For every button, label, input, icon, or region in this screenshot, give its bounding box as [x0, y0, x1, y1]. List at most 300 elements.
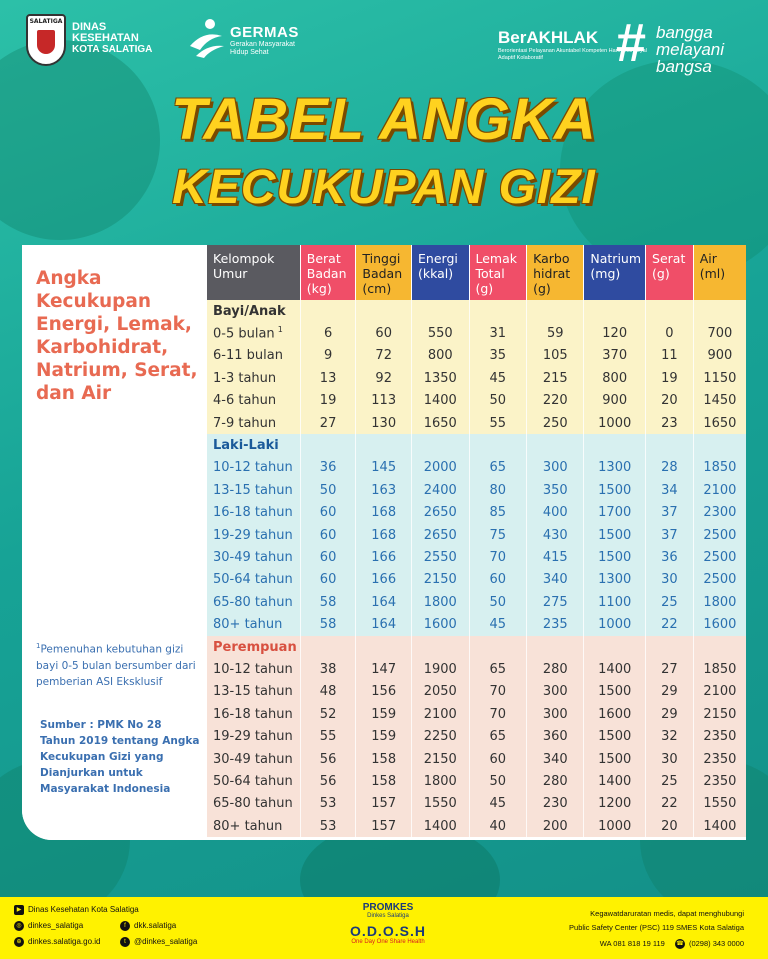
phone-icon: ☎ [676, 941, 684, 948]
value-cell-ai: 2100 [693, 681, 746, 703]
empty-cell [646, 300, 694, 322]
value-cell-en: 1350 [412, 367, 469, 389]
age-label: 16-18 tahun [213, 505, 293, 521]
empty-cell [356, 434, 412, 456]
age-group-cell [207, 390, 301, 412]
emergency-contacts [600, 939, 744, 949]
facebook-label: dkk.salatiga [134, 921, 177, 931]
value-cell-ai: 2300 [693, 502, 746, 524]
bangga-melayani-bangsa [656, 24, 724, 75]
value-cell-ai: 1550 [693, 793, 746, 815]
value-cell-en: 2150 [412, 569, 469, 591]
dinas-line3: KOTA SALATIGA [72, 44, 153, 55]
value-cell-bb: 60 [300, 546, 356, 568]
value-cell-ai: 1400 [693, 815, 746, 837]
value-cell-lt: 80 [469, 479, 527, 501]
value-cell-tb: 159 [356, 725, 412, 747]
value-cell-tb: 147 [356, 658, 412, 680]
whatsapp-number: WA 081 818 19 119 [599, 939, 665, 948]
value-cell-lt: 70 [469, 703, 527, 725]
value-cell-na: 1700 [584, 502, 646, 524]
value-cell-ka: 250 [527, 412, 584, 434]
value-cell-en: 1650 [412, 412, 469, 434]
value-cell-na: 1000 [584, 412, 646, 434]
age-label: 65-80 tahun [213, 594, 293, 610]
bangga-line3: bangsa [656, 57, 712, 76]
value-cell-na: 1100 [584, 591, 646, 613]
value-cell-ka: 300 [527, 681, 584, 703]
panel-heading: Angka Kecukupan Energi, Lemak, Karbohidrat, Natrium, Serat, dan Air [36, 268, 198, 404]
age-label: 0-5 bulan [213, 326, 275, 342]
value-cell-bb: 27 [300, 412, 356, 434]
value-cell-en: 2550 [412, 546, 469, 568]
value-cell-se: 34 [646, 479, 694, 501]
table-header-row [207, 245, 747, 300]
age-label: 80+ tahun [213, 617, 283, 633]
value-cell-tb: 166 [356, 569, 412, 591]
value-cell-ka: 230 [527, 793, 584, 815]
value-cell-na: 900 [584, 390, 646, 412]
value-cell-en: 2050 [412, 681, 469, 703]
value-cell-na: 1500 [584, 546, 646, 568]
value-cell-en: 2000 [412, 457, 469, 479]
value-cell-ka: 340 [527, 748, 584, 770]
age-group-cell [207, 725, 301, 747]
age-group-cell [207, 457, 301, 479]
value-cell-lt: 60 [469, 748, 527, 770]
youtube-label: Dinas Kesehatan Kota Salatiga [28, 905, 139, 915]
value-cell-bb: 58 [300, 591, 356, 613]
age-label: 50-64 tahun [213, 572, 293, 588]
value-cell-tb: 166 [356, 546, 412, 568]
page-title-line2: KECUKUPAN GIZI [172, 161, 596, 214]
value-cell-na: 1000 [584, 815, 646, 837]
value-cell-ai: 1150 [693, 367, 746, 389]
value-cell-ai: 1800 [693, 591, 746, 613]
value-cell-ka: 300 [527, 703, 584, 725]
value-cell-en: 2150 [412, 748, 469, 770]
table-row [207, 390, 747, 412]
germas-title: GERMAS [230, 24, 299, 41]
table-row [207, 815, 747, 837]
value-cell-en: 1550 [412, 793, 469, 815]
age-group-cell [207, 793, 301, 815]
page-title-line1: TABEL ANGKA [171, 87, 597, 152]
value-cell-tb: 145 [356, 457, 412, 479]
footer-facebook[interactable] [120, 921, 176, 931]
value-cell-bb: 9 [300, 345, 356, 367]
value-cell-ai: 2350 [693, 748, 746, 770]
value-cell-ka: 220 [527, 390, 584, 412]
value-cell-ka: 200 [527, 815, 584, 837]
value-cell-tb: 168 [356, 524, 412, 546]
age-group-cell [207, 748, 301, 770]
value-cell-bb: 48 [300, 681, 356, 703]
age-label: 19-29 tahun [213, 729, 293, 745]
value-cell-bb: 56 [300, 770, 356, 792]
value-cell-na: 1500 [584, 524, 646, 546]
value-cell-bb: 58 [300, 613, 356, 635]
value-cell-ai: 1850 [693, 658, 746, 680]
dinas-line2: KESEHATAN [72, 32, 139, 44]
value-cell-ai: 2100 [693, 479, 746, 501]
value-cell-tb: 163 [356, 479, 412, 501]
source-note: Sumber : PMK No 28 Tahun 2019 tentang Angka Kecukupan Gizi yang Dianjurkan untuk Masyarakat Indonesia [40, 719, 200, 795]
empty-cell [527, 434, 584, 456]
table-row [207, 524, 747, 546]
hashtag-icon: # [616, 13, 647, 73]
empty-cell [469, 300, 527, 322]
age-group-cell [207, 770, 301, 792]
empty-cell [469, 434, 527, 456]
value-cell-lt: 65 [469, 658, 527, 680]
value-cell-bb: 60 [300, 569, 356, 591]
bangga-line2: melayani [656, 40, 725, 59]
table-row [207, 793, 747, 815]
empty-cell [412, 434, 469, 456]
empty-cell [412, 300, 469, 322]
age-label: 1-3 tahun [213, 370, 277, 386]
value-cell-lt: 60 [469, 569, 527, 591]
germas-logo [230, 24, 310, 57]
section-label: Laki-Laki [207, 434, 301, 456]
value-cell-se: 25 [646, 770, 694, 792]
value-cell-tb: 159 [356, 703, 412, 725]
value-cell-se: 37 [646, 524, 694, 546]
germas-figure-icon [186, 16, 226, 60]
age-label: 30-49 tahun [213, 751, 293, 767]
table-row [207, 345, 747, 367]
twitter-icon: t [120, 937, 130, 947]
value-cell-se: 25 [646, 591, 694, 613]
phone-number: (0298) 343 0000 [688, 939, 744, 948]
value-cell-ka: 105 [527, 345, 584, 367]
value-cell-ai: 2500 [693, 546, 746, 568]
dinas-kesehatan-logo [72, 22, 152, 55]
age-label: 7-9 tahun [213, 415, 277, 431]
footer-twitter[interactable] [120, 937, 197, 947]
odosh-subtitle: One Day One Share Health [351, 939, 425, 945]
age-label: 10-12 tahun [213, 460, 293, 476]
value-cell-bb: 38 [300, 658, 356, 680]
value-cell-en: 2100 [412, 703, 469, 725]
value-cell-na: 800 [584, 367, 646, 389]
salatiga-seal-logo [26, 14, 66, 66]
value-cell-ka: 340 [527, 569, 584, 591]
left-panel [22, 245, 206, 840]
value-cell-en: 1400 [412, 390, 469, 412]
value-cell-se: 30 [646, 569, 694, 591]
empty-cell [527, 636, 584, 658]
table-row [207, 457, 747, 479]
berakhlak-subtitle: Berorientasi Pelayanan Akuntabel Kompeten Harmonis Loyal Adaptif Kolaboratif [498, 48, 647, 61]
promkes-logo [338, 902, 438, 945]
footer-website[interactable] [14, 937, 101, 947]
section-label: Bayi/Anak [207, 300, 301, 322]
value-cell-na: 1400 [584, 770, 646, 792]
value-cell-tb: 156 [356, 681, 412, 703]
table-row [207, 569, 747, 591]
empty-cell [693, 300, 746, 322]
emergency-line2: Public Safety Center (PSC) 119 SMES Kota Salatiga [569, 923, 744, 932]
value-cell-na: 1600 [584, 703, 646, 725]
value-cell-en: 2650 [412, 524, 469, 546]
age-group-cell [207, 367, 301, 389]
value-cell-lt: 50 [469, 390, 527, 412]
value-cell-lt: 45 [469, 793, 527, 815]
value-cell-lt: 45 [469, 367, 527, 389]
value-cell-na: 1500 [584, 479, 646, 501]
value-cell-ai: 2500 [693, 569, 746, 591]
value-cell-se: 0 [646, 322, 694, 344]
value-cell-tb: 157 [356, 815, 412, 837]
value-cell-ai: 2350 [693, 725, 746, 747]
age-group-cell [207, 569, 301, 591]
col-header-air: Air (ml) [693, 245, 746, 300]
value-cell-se: 29 [646, 703, 694, 725]
value-cell-en: 2250 [412, 725, 469, 747]
value-cell-ka: 350 [527, 479, 584, 501]
col-header-berat: Berat Badan (kg) [300, 245, 356, 300]
instagram-icon: ◎ [14, 921, 24, 931]
value-cell-tb: 158 [356, 770, 412, 792]
value-cell-se: 30 [646, 748, 694, 770]
age-label: 30-49 tahun [213, 549, 293, 565]
value-cell-bb: 6 [300, 322, 356, 344]
value-cell-bb: 53 [300, 793, 356, 815]
value-cell-ai: 2500 [693, 524, 746, 546]
value-cell-na: 1500 [584, 748, 646, 770]
seal-label: SALATIGA [29, 18, 63, 25]
col-header-natrium: Natrium (mg) [584, 245, 646, 300]
value-cell-na: 1500 [584, 681, 646, 703]
value-cell-en: 550 [412, 322, 469, 344]
empty-cell [356, 300, 412, 322]
age-group-cell [207, 502, 301, 524]
col-header-karbo: Karbo hidrat (g) [527, 245, 584, 300]
value-cell-bb: 53 [300, 815, 356, 837]
value-cell-se: 19 [646, 367, 694, 389]
value-cell-bb: 52 [300, 703, 356, 725]
table-row [207, 725, 747, 747]
value-cell-na: 370 [584, 345, 646, 367]
value-cell-ka: 430 [527, 524, 584, 546]
section-label: Perempuan [207, 636, 301, 658]
value-cell-tb: 158 [356, 748, 412, 770]
dinas-line1: DINAS [72, 21, 107, 33]
value-cell-ai: 1450 [693, 390, 746, 412]
age-group-cell [207, 703, 301, 725]
value-cell-na: 1000 [584, 613, 646, 635]
age-label: 4-6 tahun [213, 393, 277, 409]
value-cell-tb: 72 [356, 345, 412, 367]
value-cell-tb: 164 [356, 591, 412, 613]
empty-cell [356, 636, 412, 658]
value-cell-ai: 700 [693, 322, 746, 344]
footnote [36, 638, 196, 690]
table-row [207, 681, 747, 703]
empty-cell [646, 636, 694, 658]
empty-cell [300, 434, 356, 456]
value-cell-tb: 113 [356, 390, 412, 412]
value-cell-ka: 275 [527, 591, 584, 613]
value-cell-se: 11 [646, 345, 694, 367]
nutrition-card [22, 245, 746, 840]
age-label: 80+ tahun [213, 818, 283, 834]
age-label: 50-64 tahun [213, 773, 293, 789]
value-cell-lt: 65 [469, 725, 527, 747]
value-cell-bb: 13 [300, 367, 356, 389]
age-group-cell [207, 815, 301, 837]
col-header-lemak: Lemak Total (g) [469, 245, 527, 300]
table-row [207, 591, 747, 613]
value-cell-ka: 235 [527, 613, 584, 635]
value-cell-bb: 36 [300, 457, 356, 479]
value-cell-se: 32 [646, 725, 694, 747]
value-cell-se: 36 [646, 546, 694, 568]
value-cell-en: 1800 [412, 770, 469, 792]
value-cell-na: 1300 [584, 569, 646, 591]
value-cell-se: 23 [646, 412, 694, 434]
value-cell-ka: 400 [527, 502, 584, 524]
age-label: 19-29 tahun [213, 527, 293, 543]
value-cell-se: 22 [646, 793, 694, 815]
value-cell-lt: 50 [469, 770, 527, 792]
value-cell-lt: 70 [469, 681, 527, 703]
age-group-cell [207, 322, 301, 344]
value-cell-bb: 19 [300, 390, 356, 412]
value-cell-bb: 56 [300, 748, 356, 770]
table-row [207, 546, 747, 568]
value-cell-ka: 415 [527, 546, 584, 568]
twitter-label: @dinkes_salatiga [134, 937, 198, 947]
empty-cell [584, 300, 646, 322]
value-cell-lt: 85 [469, 502, 527, 524]
section-bayi [207, 300, 747, 434]
age-group-cell [207, 591, 301, 613]
value-cell-en: 2650 [412, 502, 469, 524]
table-row [207, 770, 747, 792]
empty-cell [646, 434, 694, 456]
value-cell-en: 800 [412, 345, 469, 367]
value-cell-se: 37 [646, 502, 694, 524]
table-row [207, 703, 747, 725]
value-cell-lt: 45 [469, 613, 527, 635]
footnote-text: Pemenuhan kebutuhan gizi bayi 0-5 bulan bersumber dari pemberian ASI Eksklusif [36, 643, 196, 688]
section-header-row [207, 434, 747, 456]
value-cell-se: 27 [646, 658, 694, 680]
value-cell-lt: 65 [469, 457, 527, 479]
empty-cell [469, 636, 527, 658]
value-cell-na: 1400 [584, 658, 646, 680]
value-cell-se: 20 [646, 390, 694, 412]
value-cell-en: 1800 [412, 591, 469, 613]
value-cell-tb: 168 [356, 502, 412, 524]
section-header-row [207, 636, 747, 658]
value-cell-na: 1300 [584, 457, 646, 479]
value-cell-na: 120 [584, 322, 646, 344]
value-cell-lt: 55 [469, 412, 527, 434]
footer-youtube[interactable] [14, 905, 139, 915]
col-header-serat: Serat (g) [646, 245, 694, 300]
promkes-subtitle: Dinkes Salatiga [367, 913, 409, 919]
value-cell-ai: 2150 [693, 703, 746, 725]
value-cell-ka: 215 [527, 367, 584, 389]
value-cell-tb: 130 [356, 412, 412, 434]
age-label: 10-12 tahun [213, 661, 293, 677]
value-cell-ka: 360 [527, 725, 584, 747]
age-label: 6-11 bulan [213, 348, 283, 364]
table-row [207, 479, 747, 501]
value-cell-ka: 300 [527, 457, 584, 479]
value-cell-tb: 157 [356, 793, 412, 815]
value-cell-ai: 900 [693, 345, 746, 367]
value-cell-en: 1400 [412, 815, 469, 837]
value-cell-lt: 70 [469, 546, 527, 568]
footer-instagram[interactable] [14, 921, 83, 931]
bangga-line1: bangga [656, 23, 713, 42]
value-cell-tb: 92 [356, 367, 412, 389]
col-header-group: Kelompok Umur [207, 245, 301, 300]
age-group-cell [207, 345, 301, 367]
value-cell-ka: 280 [527, 770, 584, 792]
table-row [207, 412, 747, 434]
col-header-tinggi: Tinggi Badan (cm) [356, 245, 412, 300]
value-cell-bb: 55 [300, 725, 356, 747]
value-cell-ai: 1650 [693, 412, 746, 434]
empty-cell [300, 636, 356, 658]
value-cell-na: 1500 [584, 725, 646, 747]
value-cell-ai: 1600 [693, 613, 746, 635]
table-row [207, 322, 747, 344]
table-row [207, 748, 747, 770]
odosh-title: O.D.O.S.H [350, 923, 426, 939]
age-group-cell [207, 546, 301, 568]
value-cell-bb: 60 [300, 524, 356, 546]
footer [0, 897, 768, 959]
value-cell-lt: 31 [469, 322, 527, 344]
age-group-cell [207, 613, 301, 635]
emergency-line1: Kegawatdaruratan medis, dapat menghubungi [590, 909, 744, 918]
footnote-marker: 1 [277, 325, 283, 335]
col-header-energi: Energi (kkal) [412, 245, 469, 300]
section-header-row [207, 300, 747, 322]
age-group-cell [207, 524, 301, 546]
empty-cell [693, 434, 746, 456]
empty-cell [693, 636, 746, 658]
nutrition-table [206, 245, 746, 837]
value-cell-ka: 280 [527, 658, 584, 680]
table-row [207, 502, 747, 524]
value-cell-lt: 75 [469, 524, 527, 546]
value-cell-bb: 60 [300, 502, 356, 524]
value-cell-ai: 2350 [693, 770, 746, 792]
value-cell-tb: 164 [356, 613, 412, 635]
empty-cell [584, 636, 646, 658]
age-label: 65-80 tahun [213, 796, 293, 812]
value-cell-se: 29 [646, 681, 694, 703]
instagram-label: dinkes_salatiga [28, 921, 84, 931]
value-cell-en: 1900 [412, 658, 469, 680]
value-cell-ai: 1850 [693, 457, 746, 479]
age-group-cell [207, 681, 301, 703]
value-cell-lt: 50 [469, 591, 527, 613]
value-cell-bb: 50 [300, 479, 356, 501]
empty-cell [412, 636, 469, 658]
website-label: dinkes.salatiga.go.id [28, 937, 101, 947]
footnote-mark: 1 [36, 642, 41, 650]
age-label: 13-15 tahun [213, 482, 293, 498]
